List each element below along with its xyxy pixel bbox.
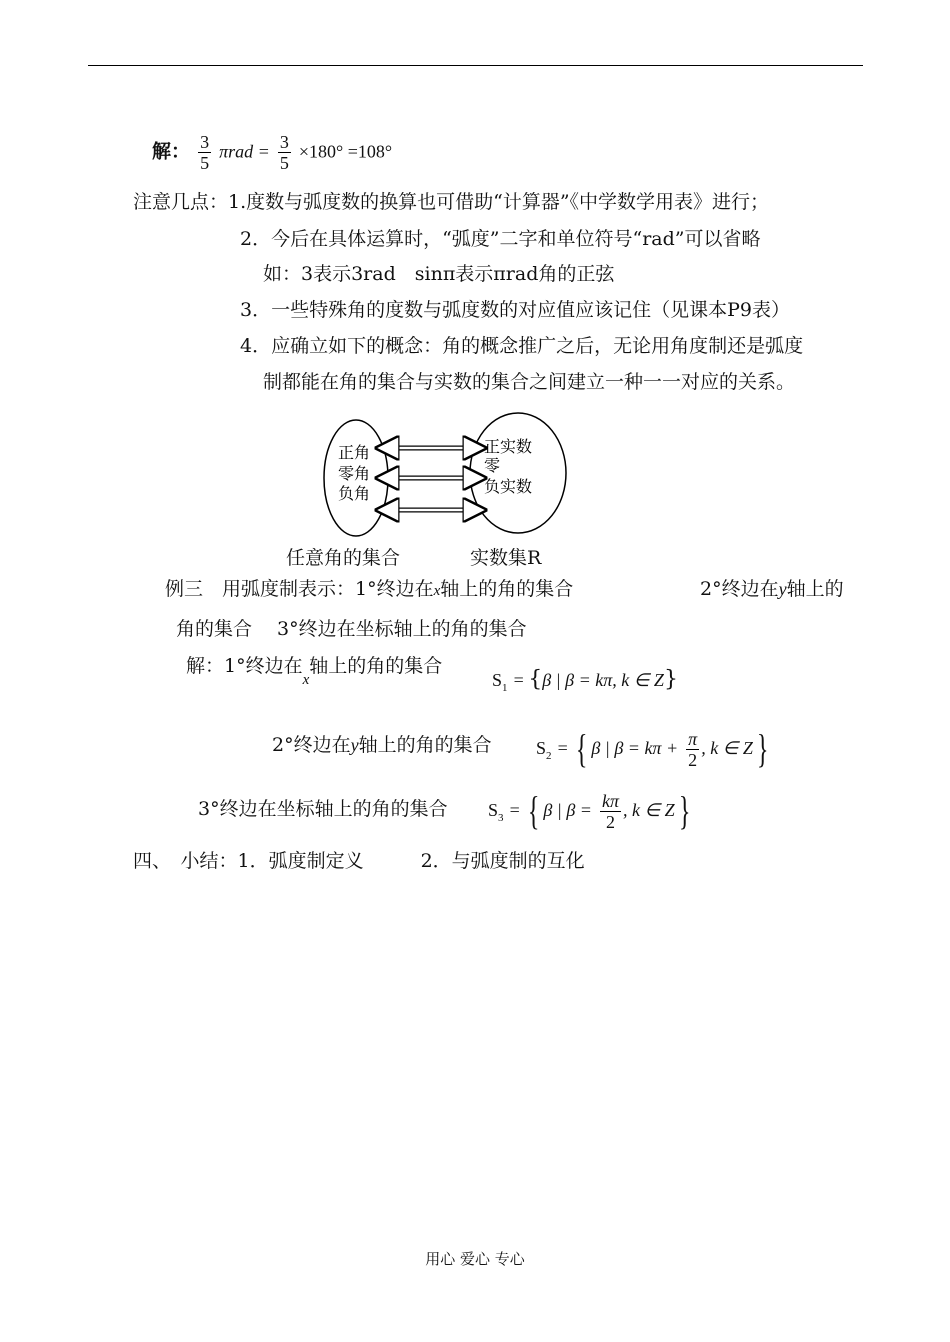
note-4b: 制都能在角的集合与实数的集合之间建立一种一一对应的关系。 — [263, 371, 796, 393]
caption-angle-set: 任意角的集合 — [286, 547, 401, 569]
label-positive-real: 正实数 — [484, 437, 533, 456]
answer2-set: $S_2$ = { β | β = kπ + $\frac{\pi}{2}$ , k ∈ Z} — [536, 726, 769, 771]
fraction-kpi-2: $\frac{k\pi}{2}$ — [602, 790, 620, 832]
page-footer: 用心 爱心 专心 — [425, 1250, 525, 1268]
label-negative-angle: 负角 — [338, 484, 371, 503]
expr-pirad: πrad = — [219, 141, 270, 162]
caption-real-set: 实数集R — [470, 547, 542, 569]
fraction-3-5: $\frac{3}{5}$ — [200, 132, 210, 173]
note-intro: 注意几点：1.度数与弧度数的换算也可借助“计算器”《中学数学用表》进行； — [133, 191, 770, 213]
label-zero-real: 零 — [484, 456, 501, 475]
label-zero-angle: 零角 — [338, 464, 371, 483]
example3-line1: 例三 用弧度制表示：1°终边在x轴上的角的集合 — [165, 578, 574, 600]
answer1-text: 解：1°终边在$_x$轴上的角的集合 — [186, 655, 443, 688]
note-2b: 如：3表示3rad sinπ表示πrad角的正弦 — [263, 263, 615, 285]
answer1-set: $S_1 = \{\beta$ | β = kπ, k ∈ Z} — [492, 667, 678, 694]
solution-label: 解： — [152, 140, 191, 163]
correspondence-diagram — [300, 400, 600, 570]
label-positive-angle: 正角 — [338, 443, 371, 462]
fraction-3-5-b: $\frac{3}{5}$ — [279, 132, 289, 173]
answer3-set: $S_3$ = { β | β = $\frac{k\pi}{2}$ , k ∈ Z} — [488, 788, 691, 833]
answer2-text: 2°终边在y轴上的角的集合 — [272, 734, 492, 756]
note-4a: 4．应确立如下的概念：角的概念推广之后，无论用角度制还是弧度 — [240, 335, 804, 357]
note-2a: 2．今后在具体运算时，“弧度”二字和单位符号“rad”可以省略 — [240, 228, 761, 250]
header-rule — [88, 65, 863, 66]
example3-line1-right: 2°终边在y轴上的 — [700, 578, 844, 600]
summary-line: 四、 小结：1．弧度制定义 2．与弧度制的互化 — [133, 850, 585, 872]
expr-result: ×180° =108° — [298, 141, 393, 162]
example3-line2: 角的集合 3°终边在坐标轴上的角的集合 — [176, 618, 527, 640]
note-3: 3．一些特殊角的度数与弧度数的对应值应该记住（见课本P9表） — [240, 299, 790, 321]
answer3-text: 3°终边在坐标轴上的角的集合 — [198, 798, 448, 820]
label-negative-real: 负实数 — [484, 477, 533, 496]
fraction-pi-2: $\frac{\pi}{2}$ — [688, 728, 698, 770]
solution-line — [152, 132, 392, 173]
